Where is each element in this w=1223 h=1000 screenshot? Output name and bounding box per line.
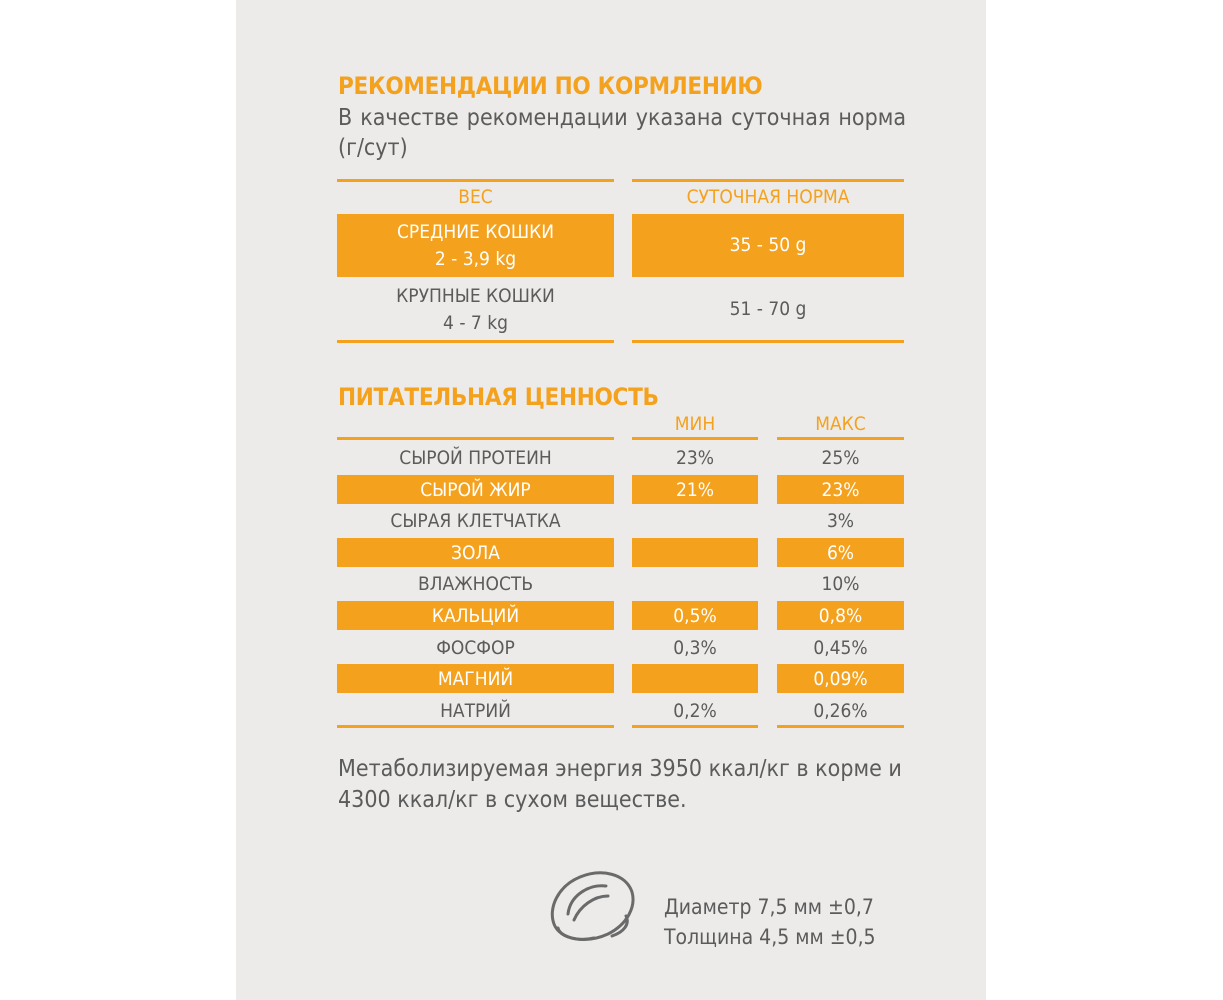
nutrient-name: ЗОЛА [451,541,500,564]
nutrition-header-max: МАКС [815,413,866,435]
nutrient-max: 6% [826,541,855,564]
nutrient-name: КАЛЬЦИЙ [431,604,520,627]
nutrient-max: 0,09% [813,667,868,690]
kibble-thickness: Толщина 4,5 мм ±0,5 [664,925,876,949]
feeding-header-norm: СУТОЧНАЯ НОРМА [686,186,850,208]
feeding-row-norm-value: 51 - 70 g [729,298,807,320]
nutrient-min: 21% [676,478,714,501]
feeding-row-norm [632,214,904,277]
nutrition-header-min: МИН [674,413,716,435]
nutrient-max: 10% [821,572,860,595]
nutrient-name: СЫРОЙ ЖИР [420,478,531,501]
feeding-row-label: СРЕДНИЕ КОШКИ [396,220,555,243]
feeding-header-weight: ВЕС [458,186,493,208]
feeding-row-label: КРУПНЫЕ КОШКИ [396,284,555,307]
nutrient-max: 0,26% [813,699,868,722]
feeding-col1-top-rule [337,179,614,182]
nutrient-min: 0,5% [673,604,717,627]
nutrient-name: МАГНИЙ [437,667,514,690]
nutrition-title: ПИТАТЕЛЬНАЯ ЦЕННОСТЬ [338,383,659,411]
nutrition-col1-bottom-rule [337,725,614,728]
info-panel [236,0,986,1000]
nutrition-col2-top-rule [632,437,758,440]
feeding-row-norm [632,278,904,341]
nutrition-col1-top-rule [337,437,614,440]
energy-line-1: Метаболизируемая энергия 3950 ккал/кг в корме и [338,756,902,782]
nutrient-min: 0,2% [673,699,717,722]
nutrient-name: НАТРИЙ [440,699,511,722]
nutrient-name: ФОСФОР [436,636,515,659]
nutrient-min: 0,3% [673,636,717,659]
nutrient-min [632,664,758,693]
kibble-dimensions [664,892,876,952]
nutrient-name: ВЛАЖНОСТЬ [417,572,534,595]
feeding-row-range: 4 - 7 kg [443,311,508,334]
feeding-col2-top-rule [632,179,904,182]
nutrition-col2-bottom-rule [632,725,758,728]
nutrient-min [632,569,758,598]
nutrient-min [632,538,758,567]
nutrient-min: 23% [676,446,714,469]
nutrient-min [632,506,758,535]
nutrition-col3-top-rule [777,437,904,440]
feeding-description: В качестве рекомендации указана суточная норма (г/сут) [338,105,906,161]
feeding-row-norm-value: 35 - 50 g [729,234,807,256]
feeding-col1-bottom-rule [337,340,614,343]
nutrient-name: СЫРОЙ ПРОТЕИН [399,446,552,469]
nutrient-max: 25% [821,446,860,469]
nutrient-max: 23% [821,478,860,501]
nutrient-max: 0,45% [813,636,868,659]
feeding-row-range: 2 - 3,9 kg [434,247,517,270]
feeding-row-weight [337,214,614,277]
feeding-row-weight [337,278,614,341]
feeding-title: РЕКОМЕНДАЦИИ ПО КОРМЛЕНИЮ [338,72,763,100]
feeding-col2-bottom-rule [632,340,904,343]
nutrient-max: 0,8% [818,604,863,627]
energy-text [338,754,938,816]
kibble-icon [546,866,638,946]
kibble-diameter: Диаметр 7,5 мм ±0,7 [664,895,874,919]
nutrient-max: 3% [826,509,855,532]
nutrient-name: СЫРАЯ КЛЕТЧАТКА [390,509,561,532]
energy-line-2: 4300 ккал/кг в сухом веществе. [338,787,687,813]
nutrition-col3-bottom-rule [777,725,904,728]
